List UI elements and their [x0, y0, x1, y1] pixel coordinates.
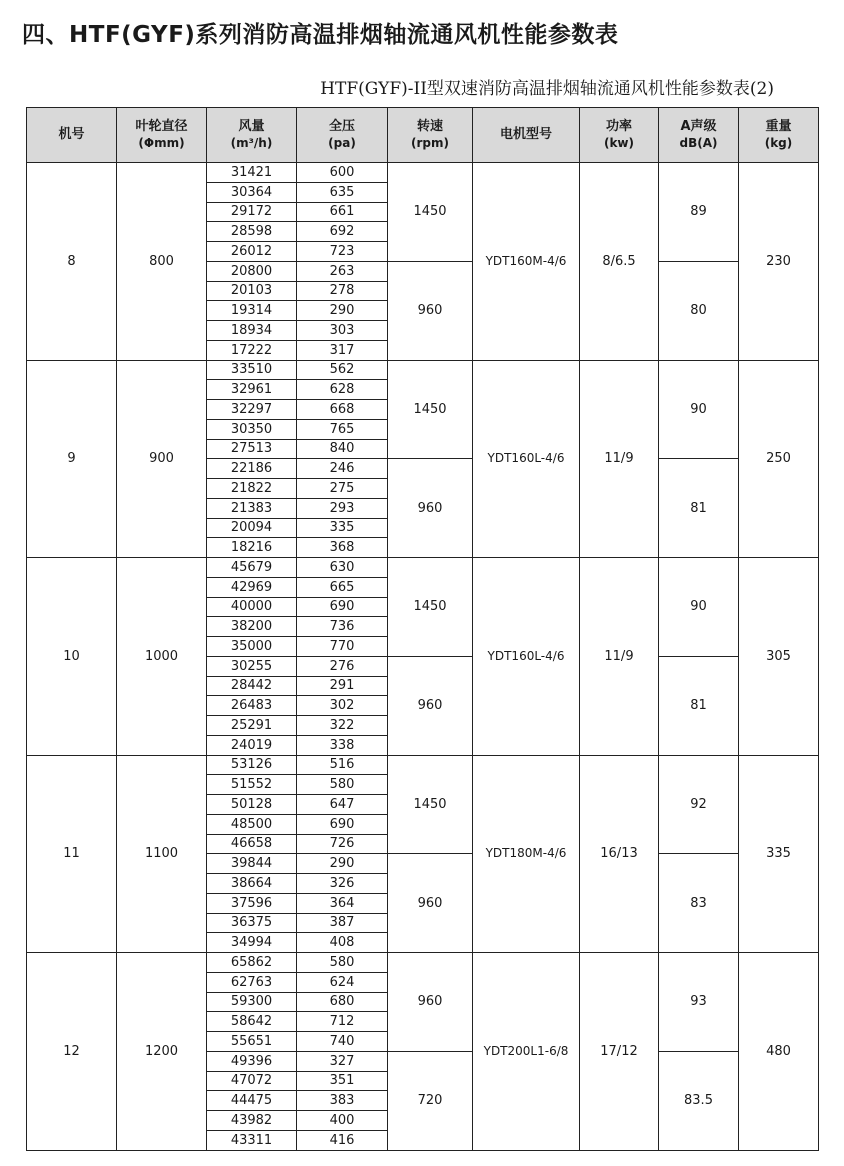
airflow-cell: 30255 [207, 656, 297, 676]
airflow-cell: 21822 [207, 479, 297, 499]
machine-no-cell: 11 [27, 755, 117, 953]
pressure-cell: 400 [297, 1111, 388, 1131]
airflow-cell: 34994 [207, 933, 297, 953]
airflow-cell: 59300 [207, 992, 297, 1012]
speed-cell: 720 [388, 1051, 473, 1150]
airflow-cell: 50128 [207, 795, 297, 815]
airflow-cell: 20800 [207, 261, 297, 281]
diameter-cell: 900 [117, 360, 207, 558]
airflow-cell: 48500 [207, 814, 297, 834]
noise-level-cell: 90 [659, 360, 739, 459]
airflow-cell: 62763 [207, 972, 297, 992]
motor-model-cell: YDT160L-4/6 [473, 360, 580, 558]
pressure-cell: 351 [297, 1071, 388, 1091]
airflow-cell: 28442 [207, 676, 297, 696]
table-row [27, 953, 819, 973]
pressure-cell: 322 [297, 716, 388, 736]
pressure-cell: 740 [297, 1032, 388, 1052]
pressure-cell: 562 [297, 360, 388, 380]
airflow-cell: 30350 [207, 419, 297, 439]
pressure-cell: 317 [297, 340, 388, 360]
pressure-cell: 723 [297, 242, 388, 262]
header-label: 电机型号 [499, 127, 552, 142]
noise-level-cell: 89 [659, 163, 739, 262]
header-label: 全压 [328, 119, 355, 134]
header-label: 转速 [416, 119, 443, 134]
airflow-cell: 40000 [207, 597, 297, 617]
pressure-cell: 338 [297, 735, 388, 755]
diameter-cell: 1200 [117, 953, 207, 1151]
pressure-cell: 661 [297, 202, 388, 222]
airflow-cell: 21383 [207, 498, 297, 518]
airflow-cell: 26483 [207, 696, 297, 716]
airflow-cell: 36375 [207, 913, 297, 933]
header-unit: dB(A) [679, 136, 718, 150]
machine-no-cell: 9 [27, 360, 117, 558]
pressure-cell: 665 [297, 577, 388, 597]
noise-level-cell: 92 [659, 755, 739, 854]
pressure-cell: 692 [297, 222, 388, 242]
pressure-cell: 276 [297, 656, 388, 676]
pressure-cell: 770 [297, 637, 388, 657]
weight-cell: 305 [739, 558, 819, 756]
noise-level-cell: 81 [659, 459, 739, 558]
noise-level-cell: 81 [659, 656, 739, 755]
header-noise-level [659, 108, 739, 163]
noise-level-cell: 83 [659, 854, 739, 953]
pressure-cell: 416 [297, 1130, 388, 1150]
pressure-cell: 303 [297, 321, 388, 341]
pressure-cell: 630 [297, 558, 388, 578]
pressure-cell: 290 [297, 301, 388, 321]
airflow-cell: 58642 [207, 1012, 297, 1032]
diameter-cell: 800 [117, 163, 207, 361]
pressure-cell: 580 [297, 953, 388, 973]
airflow-cell: 38664 [207, 874, 297, 894]
motor-model-cell: YDT160M-4/6 [473, 163, 580, 361]
airflow-cell: 18934 [207, 321, 297, 341]
header-unit: (kw) [603, 136, 635, 150]
table-header-row [27, 108, 819, 163]
airflow-cell: 53126 [207, 755, 297, 775]
pressure-cell: 736 [297, 617, 388, 637]
pressure-cell: 765 [297, 419, 388, 439]
weight-cell: 250 [739, 360, 819, 558]
header-diameter [117, 108, 207, 163]
power-cell: 16/13 [580, 755, 659, 953]
airflow-cell: 44475 [207, 1091, 297, 1111]
speed-cell: 1450 [388, 558, 473, 657]
weight-cell: 335 [739, 755, 819, 953]
pressure-cell: 290 [297, 854, 388, 874]
airflow-cell: 25291 [207, 716, 297, 736]
airflow-cell: 30364 [207, 182, 297, 202]
airflow-cell: 49396 [207, 1051, 297, 1071]
airflow-cell: 45679 [207, 558, 297, 578]
airflow-cell: 20094 [207, 518, 297, 538]
noise-level-cell: 83.5 [659, 1051, 739, 1150]
airflow-cell: 46658 [207, 834, 297, 854]
pressure-cell: 327 [297, 1051, 388, 1071]
airflow-cell: 28598 [207, 222, 297, 242]
header-unit: (rpm) [411, 136, 449, 150]
diameter-cell: 1100 [117, 755, 207, 953]
pressure-cell: 291 [297, 676, 388, 696]
pressure-cell: 690 [297, 814, 388, 834]
airflow-cell: 55651 [207, 1032, 297, 1052]
weight-cell: 480 [739, 953, 819, 1151]
table-title: HTF(GYF)-II型双速消防高温排烟轴流通风机性能参数表(2) [320, 79, 774, 99]
speed-cell: 960 [388, 656, 473, 755]
pressure-cell: 293 [297, 498, 388, 518]
header-unit: (pa) [328, 136, 356, 150]
airflow-cell: 39844 [207, 854, 297, 874]
speed-cell: 1450 [388, 163, 473, 262]
power-cell: 8/6.5 [580, 163, 659, 361]
motor-model-cell: YDT200L1-6/8 [473, 953, 580, 1151]
motor-model-cell: YDT180M-4/6 [473, 755, 580, 953]
header-unit: (kg) [764, 136, 793, 150]
airflow-cell: 42969 [207, 577, 297, 597]
power-cell: 11/9 [580, 558, 659, 756]
page-title: 四、HTF(GYF)系列消防高温排烟轴流通风机性能参数表 [22, 22, 619, 48]
pressure-cell: 635 [297, 182, 388, 202]
header-label: 叶轮直径 [135, 119, 188, 134]
pressure-cell: 712 [297, 1012, 388, 1032]
speed-cell: 1450 [388, 755, 473, 854]
table-row [27, 755, 819, 775]
table-row [27, 360, 819, 380]
header-motor-model [473, 108, 580, 163]
header-machine-no [27, 108, 117, 163]
airflow-cell: 37596 [207, 893, 297, 913]
pressure-cell: 668 [297, 400, 388, 420]
airflow-cell: 32297 [207, 400, 297, 420]
header-label: 重量 [765, 119, 792, 134]
speed-cell: 960 [388, 854, 473, 953]
pressure-cell: 680 [297, 992, 388, 1012]
header-power [580, 108, 659, 163]
noise-level-cell: 80 [659, 261, 739, 360]
pressure-cell: 726 [297, 834, 388, 854]
speed-cell: 960 [388, 953, 473, 1052]
table-row [27, 558, 819, 578]
airflow-cell: 27513 [207, 439, 297, 459]
airflow-cell: 35000 [207, 637, 297, 657]
header-label: 风量 [238, 119, 265, 134]
airflow-cell: 17222 [207, 340, 297, 360]
airflow-cell: 20103 [207, 281, 297, 301]
header-speed [388, 108, 473, 163]
weight-cell: 230 [739, 163, 819, 361]
noise-level-cell: 93 [659, 953, 739, 1052]
airflow-cell: 65862 [207, 953, 297, 973]
airflow-cell: 47072 [207, 1071, 297, 1091]
airflow-cell: 22186 [207, 459, 297, 479]
pressure-cell: 647 [297, 795, 388, 815]
header-unit: (Φmm) [138, 136, 185, 150]
airflow-cell: 51552 [207, 775, 297, 795]
speed-cell: 1450 [388, 360, 473, 459]
pressure-cell: 368 [297, 538, 388, 558]
airflow-cell: 38200 [207, 617, 297, 637]
machine-no-cell: 10 [27, 558, 117, 756]
header-label: A声级 [680, 119, 717, 134]
airflow-cell: 33510 [207, 360, 297, 380]
pressure-cell: 628 [297, 380, 388, 400]
pressure-cell: 624 [297, 972, 388, 992]
airflow-cell: 43982 [207, 1111, 297, 1131]
pressure-cell: 275 [297, 479, 388, 499]
speed-cell: 960 [388, 261, 473, 360]
pressure-cell: 302 [297, 696, 388, 716]
motor-model-cell: YDT160L-4/6 [473, 558, 580, 756]
power-cell: 11/9 [580, 360, 659, 558]
pressure-cell: 690 [297, 597, 388, 617]
noise-level-cell: 90 [659, 558, 739, 657]
pressure-cell: 383 [297, 1091, 388, 1111]
airflow-cell: 32961 [207, 380, 297, 400]
power-cell: 17/12 [580, 953, 659, 1151]
header-airflow [207, 108, 297, 163]
header-label: 功率 [605, 119, 632, 134]
airflow-cell: 19314 [207, 301, 297, 321]
airflow-cell: 31421 [207, 163, 297, 183]
pressure-cell: 263 [297, 261, 388, 281]
airflow-cell: 29172 [207, 202, 297, 222]
header-pressure [297, 108, 388, 163]
header-weight [739, 108, 819, 163]
pressure-cell: 840 [297, 439, 388, 459]
machine-no-cell: 8 [27, 163, 117, 361]
diameter-cell: 1000 [117, 558, 207, 756]
table-row [27, 163, 819, 183]
performance-table [26, 107, 819, 1151]
machine-no-cell: 12 [27, 953, 117, 1151]
header-label: 机号 [58, 127, 85, 142]
header-unit: (m³/h) [230, 136, 273, 150]
airflow-cell: 24019 [207, 735, 297, 755]
speed-cell: 960 [388, 459, 473, 558]
airflow-cell: 43311 [207, 1130, 297, 1150]
pressure-cell: 326 [297, 874, 388, 894]
pressure-cell: 408 [297, 933, 388, 953]
airflow-cell: 26012 [207, 242, 297, 262]
pressure-cell: 387 [297, 913, 388, 933]
pressure-cell: 600 [297, 163, 388, 183]
pressure-cell: 246 [297, 459, 388, 479]
pressure-cell: 364 [297, 893, 388, 913]
pressure-cell: 335 [297, 518, 388, 538]
pressure-cell: 278 [297, 281, 388, 301]
pressure-cell: 580 [297, 775, 388, 795]
airflow-cell: 18216 [207, 538, 297, 558]
pressure-cell: 516 [297, 755, 388, 775]
